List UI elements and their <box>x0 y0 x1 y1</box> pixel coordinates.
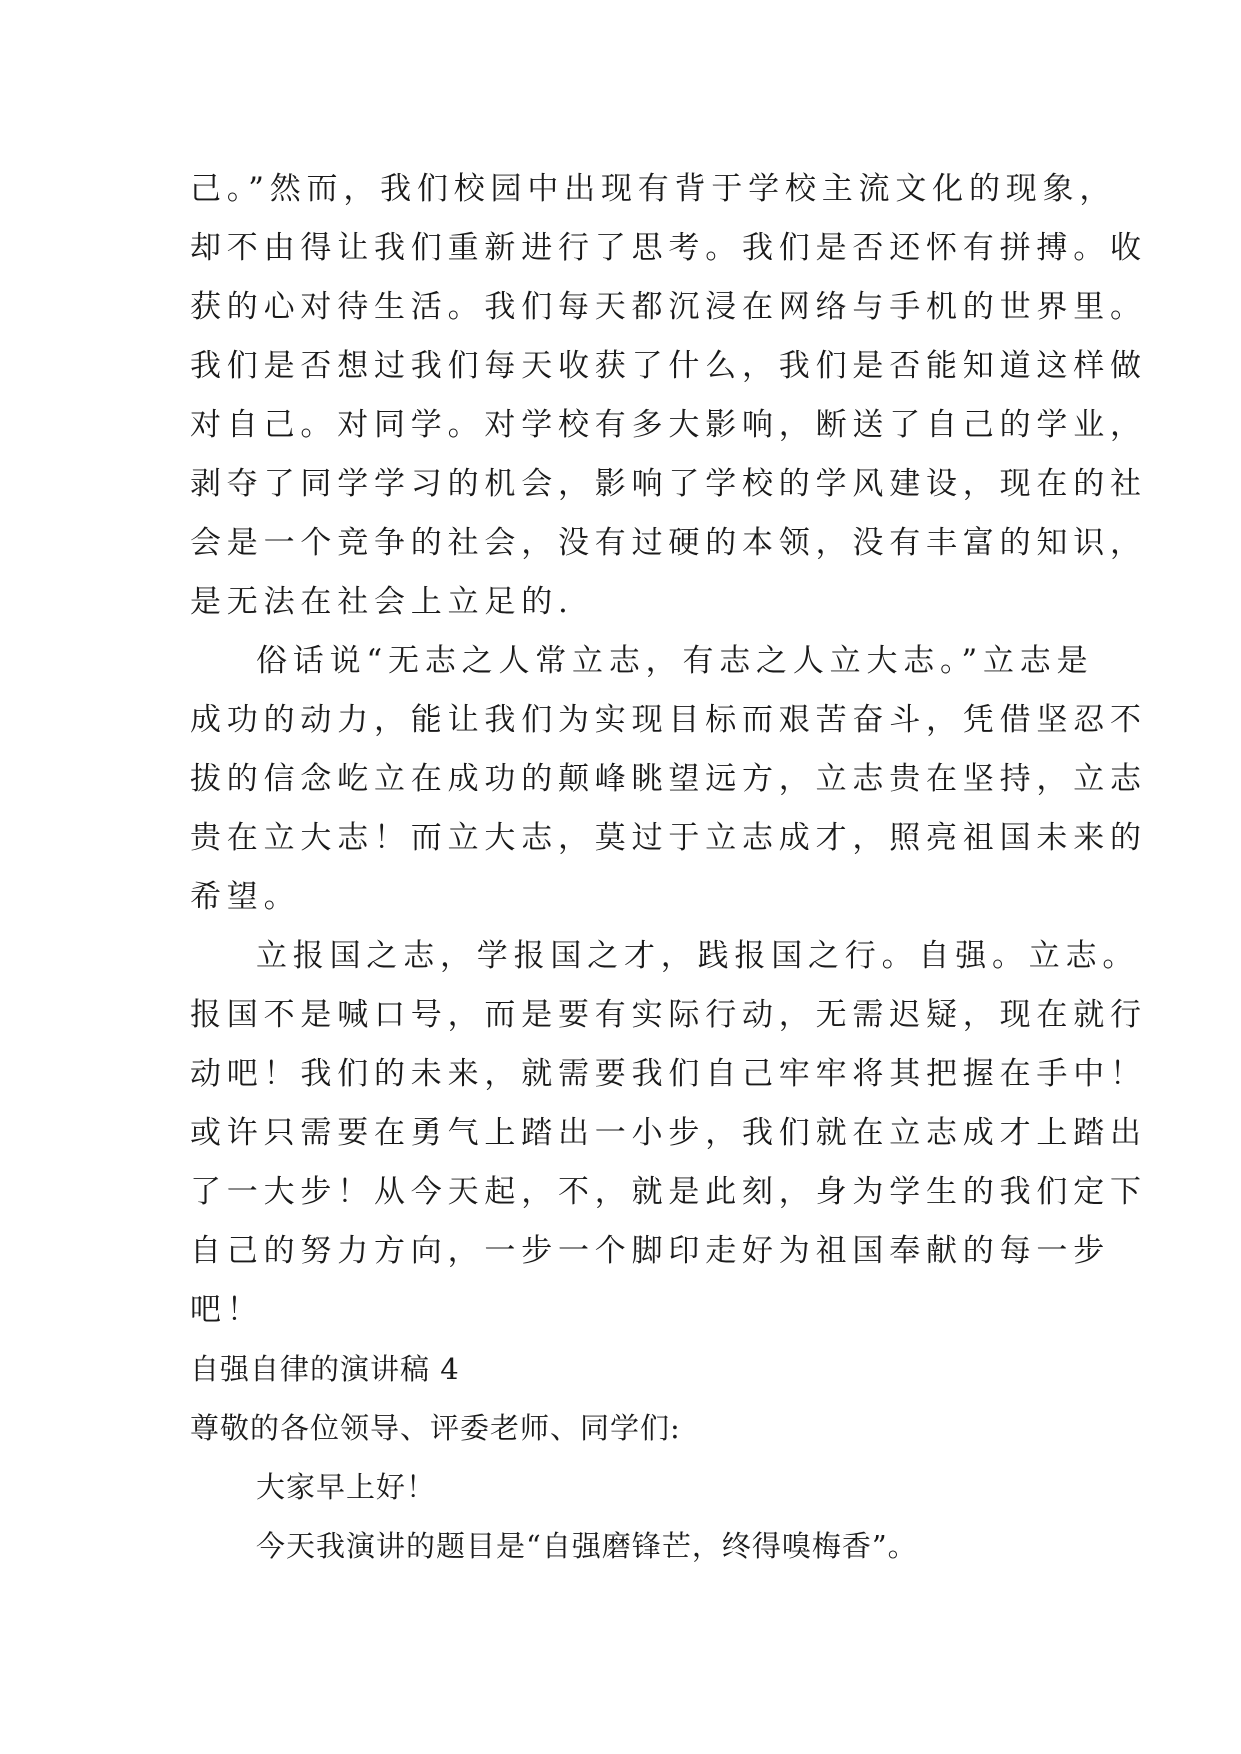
text-line: 己。”然而，我们校园中出现有背于学校主流文化的现象， <box>190 171 1117 207</box>
text-line: 剥夺了同学学习的机会，影响了学校的学风建设，现在的社 <box>190 466 1147 502</box>
section-title: 自强自律的演讲稿 4 <box>190 1352 460 1386</box>
text-line: 希望。 <box>190 879 301 915</box>
text-line: 是无法在社会上立足的. <box>190 584 574 620</box>
text-line: 我们是否想过我们每天收获了什么，我们是否能知道这样做 <box>190 348 1147 384</box>
text-line: 获的心对待生活。我们每天都沉浸在网络与手机的世界里。 <box>190 289 1147 325</box>
paragraph-2 <box>190 632 1147 927</box>
greeting: 大家早上好！ <box>256 1470 437 1504</box>
paragraph-3 <box>190 927 1147 1340</box>
text-line: 俗话说“无志之人常立志，有志之人立大志。”立志是 <box>256 643 1094 679</box>
salutation: 尊敬的各位领导、评委老师、同学们: <box>190 1411 681 1445</box>
text-line: 动吧！我们的未来，就需要我们自己牢牢将其把握在手中！ <box>190 1056 1147 1092</box>
text-line: 报国不是喊口号，而是要有实际行动，无需迟疑，现在就行 <box>190 997 1147 1033</box>
text-line: 贵在立大志！而立大志，莫过于立志成才，照亮祖国未来的 <box>190 820 1147 856</box>
text-line: 却不由得让我们重新进行了思考。我们是否还怀有拼搏。收 <box>190 230 1147 266</box>
topic-line: 今天我演讲的题目是“自强磨锋芒，终得嗅梅香”。 <box>256 1529 918 1563</box>
paragraph-1 <box>190 160 1147 632</box>
text-line: 拔的信念屹立在成功的颠峰眺望远方，立志贵在坚持，立志 <box>190 761 1147 797</box>
text-line: 了一大步！从今天起，不，就是此刻，身为学生的我们定下 <box>190 1174 1147 1210</box>
text-line: 吧！ <box>190 1292 264 1328</box>
text-line: 立报国之志，学报国之才，践报国之行。自强。立志。 <box>256 938 1140 974</box>
text-line: 或许只需要在勇气上踏出一小步，我们就在立志成才上踏出 <box>190 1115 1147 1151</box>
text-line: 对自己。对同学。对学校有多大影响，断送了自己的学业， <box>190 407 1147 443</box>
text-line: 会是一个竞争的社会，没有过硬的本领，没有丰富的知识， <box>190 525 1147 561</box>
document-body <box>190 160 1147 1576</box>
text-line: 自己的努力方向，一步一个脚印走好为祖国奉献的每一步 <box>190 1233 1110 1269</box>
text-line: 成功的动力，能让我们为实现目标而艰苦奋斗，凭借坚忍不 <box>190 702 1147 738</box>
